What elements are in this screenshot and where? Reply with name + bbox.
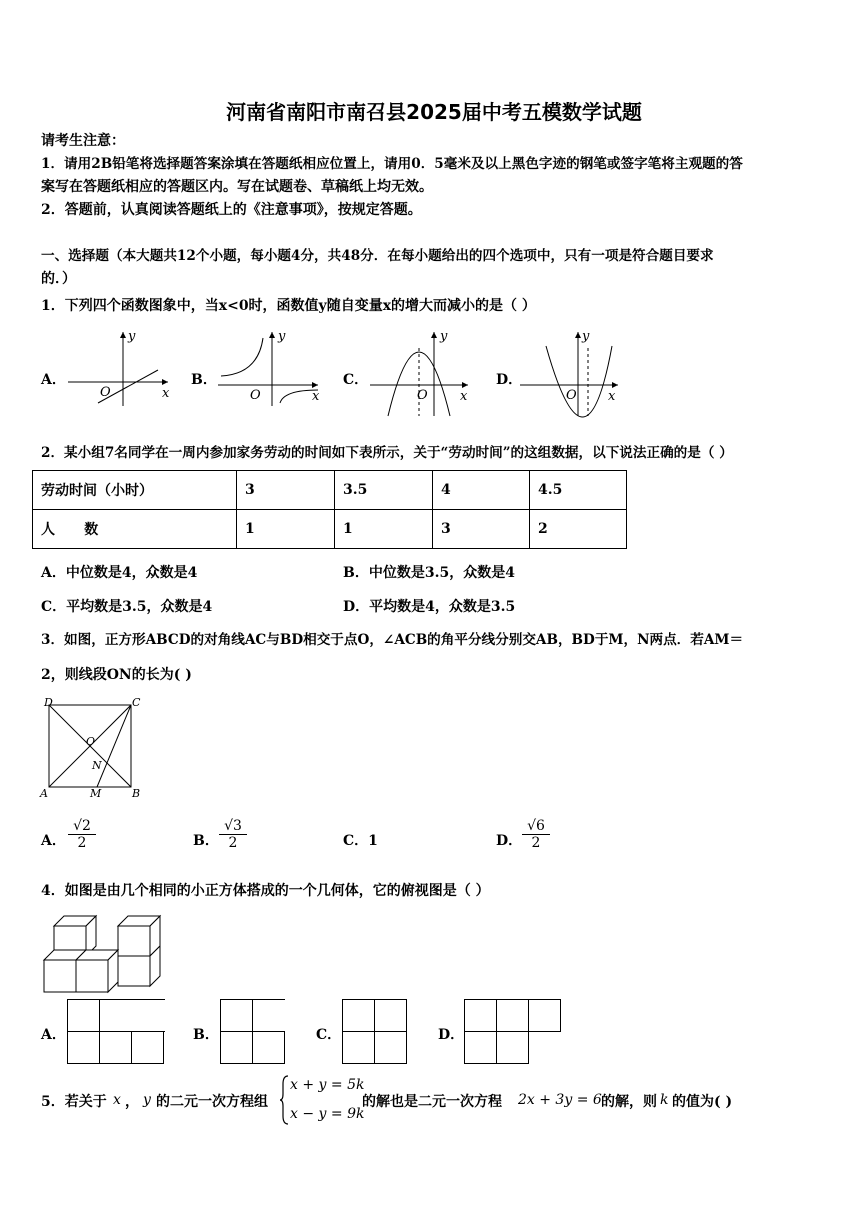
origin-label: O xyxy=(250,388,261,403)
point-label-b: B xyxy=(132,787,141,800)
table-cell: 3.5 xyxy=(335,471,433,510)
table-cell: 1 xyxy=(335,510,433,549)
axis-x-label: x xyxy=(312,389,320,404)
q1-option-d[interactable]: D． xyxy=(496,372,523,388)
grid-cell xyxy=(131,1031,164,1064)
grid-cell xyxy=(374,999,407,1032)
q3-option-a-fraction xyxy=(68,818,96,851)
grid-cell xyxy=(252,999,285,1032)
grid-cell xyxy=(67,999,100,1032)
grid-cell xyxy=(252,1031,285,1064)
q3-option-d[interactable]: D． xyxy=(496,833,523,849)
q5-equation-1: x + y = 5k xyxy=(290,1077,365,1093)
point-label-o: O xyxy=(86,735,96,748)
grid-cell xyxy=(99,1031,132,1064)
q3-stem-cont: 2，则线段ON的长为( ) xyxy=(41,667,192,683)
axis-y-label: y xyxy=(278,329,286,344)
numerator: √6 xyxy=(522,818,550,835)
grid-cell xyxy=(374,1031,407,1064)
q4-option-b-grid xyxy=(220,999,286,1065)
q2-option-c[interactable]: C．平均数是3.5，众数是4 xyxy=(41,599,213,615)
grid-cell xyxy=(342,999,375,1032)
axis-y-label: y xyxy=(128,329,136,344)
q5-stem-post: 的解也是二元一次方程 xyxy=(362,1094,502,1110)
q1-stem: 1．下列四个函数图象中，当x<0时，函数值y随自变量x的增大而减小的是（ ） xyxy=(41,298,536,314)
section-1-heading: 一、选择题（本大题共12个小题，每小题4分，共48分．在每小题给出的四个选项中，只有一项是符合题目要求 xyxy=(41,248,714,264)
origin-label: O xyxy=(417,388,428,403)
table-cell: 2 xyxy=(530,510,627,549)
numerator: √3 xyxy=(219,818,247,835)
table-cell: 4.5 xyxy=(530,471,627,510)
q5-stem-end: 的值为( ) xyxy=(672,1094,733,1110)
axis-y-label: y xyxy=(582,329,590,344)
origin-label: O xyxy=(100,385,111,400)
q2-option-a[interactable]: A．中位数是4，众数是4 xyxy=(41,565,198,581)
labor-time-table xyxy=(32,470,627,549)
q4-option-a-grid xyxy=(67,999,166,1065)
table-cell: 3 xyxy=(237,471,335,510)
grid-cell xyxy=(342,1031,375,1064)
q4-option-d-grid xyxy=(464,999,563,1065)
q4-stem: 4．如图是由几个相同的小正方体搭成的一个几何体，它的俯视图是（ ） xyxy=(41,883,490,899)
q4-option-d[interactable]: D． xyxy=(438,1027,465,1043)
axis-x-label: x xyxy=(162,386,170,401)
point-label-d: D xyxy=(44,696,53,709)
numerator: √2 xyxy=(68,818,96,835)
q4-option-b[interactable]: B． xyxy=(193,1027,219,1043)
point-label-n: N xyxy=(92,759,102,772)
grid-cell xyxy=(528,999,561,1032)
table-cell: 人 数 xyxy=(33,510,237,549)
grid-cell xyxy=(67,1031,100,1064)
table-cell: 劳动时间（小时） xyxy=(33,471,237,510)
q1-option-b[interactable]: B． xyxy=(191,372,217,388)
point-label-a: A xyxy=(40,787,48,800)
q5-var-y: y xyxy=(143,1092,151,1108)
page-title: 河南省南阳市南召县2025届中考五模数学试题 xyxy=(226,100,642,124)
q3-option-a[interactable]: A． xyxy=(41,833,66,849)
q1-graph-a xyxy=(68,328,178,408)
origin-label: O xyxy=(566,388,577,403)
q2-option-b[interactable]: B．中位数是3.5，众数是4 xyxy=(343,565,515,581)
notice-heading: 请考生注意： xyxy=(41,133,125,149)
q2-option-d[interactable]: D．平均数是4，众数是3.5 xyxy=(343,599,516,615)
q1-option-a[interactable]: A． xyxy=(41,372,66,388)
denominator: 2 xyxy=(228,835,238,851)
notice-line-1b: 案写在答题纸相应的答题区内。写在试题卷、草稿纸上均无效。 xyxy=(41,179,433,195)
q4-option-c[interactable]: C． xyxy=(316,1027,342,1043)
table-cell: 1 xyxy=(237,510,335,549)
q5-sep: ， xyxy=(125,1094,139,1110)
axis-x-label: x xyxy=(460,389,468,404)
grid-cell xyxy=(496,1031,529,1064)
denominator: 2 xyxy=(77,835,87,851)
q1-graph-b xyxy=(218,328,328,408)
brace-icon xyxy=(280,1074,290,1126)
grid-cell xyxy=(464,999,497,1032)
table-row xyxy=(33,510,627,549)
table-row xyxy=(33,471,627,510)
denominator: 2 xyxy=(531,835,541,851)
table-cell: 4 xyxy=(433,471,530,510)
q3-option-b[interactable]: B． xyxy=(193,833,219,849)
q5-equation-2: x − y = 9k xyxy=(290,1106,365,1122)
q5-equation-3: 2x + 3y = 6 xyxy=(518,1092,602,1108)
q5-stem-pre: 5．若关于 xyxy=(41,1094,107,1110)
grid-cell xyxy=(220,999,253,1032)
grid-cell xyxy=(464,1031,497,1064)
q5-var-k: k xyxy=(660,1092,669,1108)
q3-option-d-fraction xyxy=(522,818,550,851)
q1-graph-c xyxy=(370,328,480,420)
q5-stem-post2: 的解，则 xyxy=(601,1094,657,1110)
q3-square-figure xyxy=(40,696,150,802)
grid-cell xyxy=(99,999,165,1032)
q3-stem: 3．如图，正方形ABCD的对角线AC与BD相交于点O，∠ACB的角平分线分别交AB，BD于M，N两点．若AM＝ xyxy=(41,632,744,648)
q4-option-a[interactable]: A． xyxy=(41,1027,66,1043)
q5-var-x: x xyxy=(113,1092,121,1108)
notice-line-2: 2．答题前，认真阅读答题纸上的《注意事项》，按规定答题。 xyxy=(41,202,422,218)
point-label-m: M xyxy=(90,787,102,800)
q5-stem-mid: 的二元一次方程组 xyxy=(156,1094,268,1110)
q4-cube-figure xyxy=(42,912,167,996)
table-cell: 3 xyxy=(433,510,530,549)
q3-option-c[interactable]: C．1 xyxy=(343,833,378,849)
grid-cell xyxy=(496,999,529,1032)
axis-y-label: y xyxy=(440,329,448,344)
point-label-c: C xyxy=(132,696,141,709)
axis-x-label: x xyxy=(608,389,616,404)
q3-option-b-fraction xyxy=(219,818,247,851)
notice-line-1: 1．请用2B铅笔将选择题答案涂填在答题纸相应位置上，请用0．5毫米及以上黑色字迹的钢笔或签字笔将主观题的答 xyxy=(41,156,743,172)
q4-option-c-grid xyxy=(342,999,408,1065)
grid-cell xyxy=(220,1031,253,1064)
q1-option-c[interactable]: C． xyxy=(343,372,369,388)
q1-graph-d xyxy=(520,328,630,418)
section-1-heading-cont: 的．） xyxy=(41,271,76,287)
q2-stem: 2．某小组7名同学在一周内参加家务劳动的时间如下表所示，关于“劳动时间”的这组数据，以下说法正确的是（ ） xyxy=(41,445,733,461)
